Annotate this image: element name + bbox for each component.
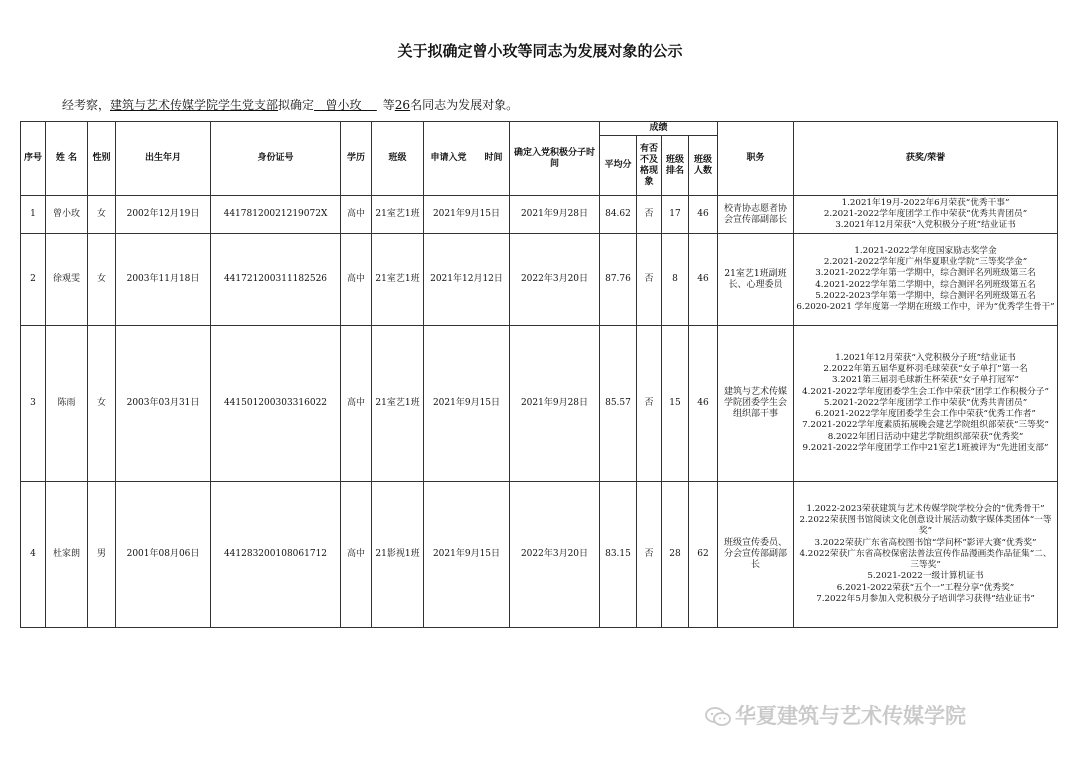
cell-avg: 83.15 (600, 482, 637, 628)
cell-position: 建筑与艺术传媒学院团委学生会组织部干事 (718, 326, 794, 482)
cell-seq: 4 (21, 482, 46, 628)
header-birth: 出生年月 (116, 122, 211, 196)
award-item: 4.2022荣获广东省高校保密法普法宣传作品漫画类作品征集“二、三等奖” (799, 548, 1052, 571)
cell-rank: 8 (662, 234, 689, 326)
cell-activist: 2022年3月20日 (510, 234, 600, 326)
cell-apply: 2021年9月15日 (424, 326, 510, 482)
cell-rank: 15 (662, 326, 689, 482)
cell-birth: 2003年11月18日 (116, 234, 211, 326)
cell-people: 46 (689, 326, 718, 482)
cell-apply: 2021年9月15日 (424, 196, 510, 234)
cell-id: 44178120021219072X (211, 196, 341, 234)
table-row (21, 482, 1058, 628)
award-item: 7.2021-2022学年度素质拓展晚会建艺学院组织部荣获“三等奖” (802, 420, 1049, 431)
cell-class: 21室艺1班 (372, 196, 424, 234)
cell-avg: 87.76 (600, 234, 637, 326)
award-item: 4.2021-2022学年度团委学生会工作中荣获“团学工作积极分子” (802, 386, 1049, 397)
header-rank: 班级排名 (662, 136, 689, 196)
intro-prefix: 经考察， (62, 98, 111, 112)
header-apply: 申请入党 时间 (424, 122, 510, 196)
cell-apply: 2021年9月15日 (424, 482, 510, 628)
cell-avg: 84.62 (600, 196, 637, 234)
award-item: 7.2022年5月参加入党积极分子培训学习获得“结业证书” (816, 593, 1035, 604)
cell-fail: 否 (637, 482, 662, 628)
award-item: 3.2021第三届羽毛球新生杯荣获“女子单打冠军” (832, 375, 1019, 386)
cell-edu: 高中 (341, 482, 372, 628)
intro-line (62, 96, 518, 113)
header-gender: 性别 (88, 122, 116, 196)
cell-name: 徐观雯 (46, 234, 88, 326)
header-avg: 平均分 (600, 136, 637, 196)
award-item: 1.2021年12月荣获“入党积极分子班”结业证书 (835, 353, 1016, 364)
watermark-text: 华夏建筑与艺术传媒学院 (735, 704, 966, 728)
header-seq: 序号 (21, 122, 46, 196)
award-item: 6.2021-2022学年度团委学生会工作中荣获“优秀工作者” (815, 409, 1036, 420)
header-people: 班级人数 (689, 136, 718, 196)
award-item: 2.2021-2022学年度广州华夏职业学院“三等奖学金” (823, 257, 1028, 268)
award-item: 2.2021-2022学年度团学工作中荣获“优秀共青团员” (823, 208, 1028, 219)
cell-name: 曾小玫 (46, 196, 88, 234)
cell-id: 441283200108061712 (211, 482, 341, 628)
cell-gender: 女 (88, 196, 116, 234)
cell-activist: 2021年9月28日 (510, 196, 600, 234)
cell-id: 441501200303316022 (211, 326, 341, 482)
cell-apply: 2021年12月12日 (424, 234, 510, 326)
award-item: 1.2021-2022学年度国家励志奖学金 (854, 245, 997, 256)
award-item: 9.2021-2022学年度团学工作中21室艺1班被评为“先进团支部” (802, 442, 1049, 453)
award-item: 5.2021-2022一级计算机证书 (867, 571, 984, 582)
intro-branch: 建筑与艺术传媒学院学生党支部 (110, 98, 279, 112)
intro-count: 26 (394, 98, 411, 112)
cell-rank: 28 (662, 482, 689, 628)
cell-edu: 高中 (341, 326, 372, 482)
award-item: 3.2021-2022学年第一学期中，综合测评名列班级第三名 (815, 268, 1036, 279)
header-name: 姓 名 (46, 122, 88, 196)
watermark (705, 700, 1055, 734)
cell-edu: 高中 (341, 234, 372, 326)
award-item: 6.2020-2021 学年度第一学期在班级工作中，评为“优秀学生骨干” (796, 301, 1055, 312)
award-item: 5.2022-2023学年第一学期中，综合测评名列班级第五名 (815, 290, 1036, 301)
cell-people: 62 (689, 482, 718, 628)
cell-name: 陈雨 (46, 326, 88, 482)
award-item: 2.2022年第五届华夏杯羽毛球荣获“女子单打”第一名 (823, 364, 1028, 375)
cell-activist: 2021年9月28日 (510, 326, 600, 482)
candidate-table (20, 121, 1058, 628)
cell-awards (794, 482, 1058, 628)
cell-seq: 2 (21, 234, 46, 326)
cell-fail: 否 (637, 326, 662, 482)
award-item: 2.2022荣获图书馆阅读文化创意设计展活动数字媒体类团体“一等奖” (799, 515, 1052, 537)
cell-people: 46 (689, 234, 718, 326)
header-fail: 有否不及格现象 (637, 136, 662, 196)
table-row (21, 234, 1058, 326)
cell-birth: 2002年12月19日 (116, 196, 211, 234)
award-item: 4.2021-2022学年第二学期中，综合测评名列班级第五名 (815, 279, 1036, 290)
intro-count-prefix: 等 (382, 98, 395, 112)
header-position: 职务 (718, 122, 794, 196)
table-row (21, 326, 1058, 482)
intro-suffix: 名同志为发展对象。 (410, 98, 519, 112)
cell-position: 班级宣传委员、分会宣传部副部长 (718, 482, 794, 628)
header-class: 班级 (372, 122, 424, 196)
table-row (21, 196, 1058, 234)
page-title: 关于拟确定曾小玫等同志为发展对象的公示 (397, 42, 683, 60)
header-scores: 成绩 (600, 122, 718, 136)
header-activist: 确定入党积极分子时间 (510, 122, 600, 196)
cell-fail: 否 (637, 196, 662, 234)
cell-awards (794, 196, 1058, 234)
cell-gender: 女 (88, 326, 116, 482)
award-item: 5.2021-2022学年度团学工作中荣获“优秀共青团员” (823, 397, 1028, 408)
cell-class: 21影视1班 (372, 482, 424, 628)
cell-edu: 高中 (341, 196, 372, 234)
award-item: 1.2021年19月-2022年6月荣获“优秀干事” (841, 197, 1010, 208)
header-id: 身份证号 (211, 122, 341, 196)
header-awards: 获奖/荣誉 (794, 122, 1058, 196)
cell-activist: 2022年3月20日 (510, 482, 600, 628)
cell-awards (794, 326, 1058, 482)
award-item: 3.2022荣获广东省高校图书馆“学问杯”影评大赛“优秀奖” (814, 537, 1037, 548)
award-item: 1.2022-2023荣获建筑与艺术传媒学院学校分会的“优秀骨干” (806, 504, 1045, 515)
cell-position: 21室艺1班副班长、心理委员 (718, 234, 794, 326)
cell-seq: 1 (21, 196, 46, 234)
intro-person (314, 98, 377, 112)
cell-birth: 2003年03月31日 (116, 326, 211, 482)
header-edu: 学历 (341, 122, 372, 196)
cell-fail: 否 (637, 234, 662, 326)
intro-person-name: 曾小玫 (325, 98, 362, 112)
intro-mid: 拟确定 (278, 98, 315, 112)
cell-gender: 男 (88, 482, 116, 628)
cell-avg: 85.57 (600, 326, 637, 482)
award-item: 6.2021-2022荣获“五个一”工程分享“优秀奖” (836, 582, 1015, 593)
cell-name: 杜家朗 (46, 482, 88, 628)
cell-birth: 2001年08月06日 (116, 482, 211, 628)
award-item: 8.2022年团日活动中建艺学院组织部荣获“优秀奖” (827, 431, 1024, 442)
cell-position: 校青协志愿者协会宣传部副部长 (718, 196, 794, 234)
cell-gender: 女 (88, 234, 116, 326)
cell-people: 46 (689, 196, 718, 234)
cell-class: 21室艺1班 (372, 326, 424, 482)
wechat-icon (705, 707, 731, 727)
cell-class: 21室艺1班 (372, 234, 424, 326)
award-item: 3.2021年12月荣获“入党积极分子班”结业证书 (835, 220, 1016, 231)
cell-awards (794, 234, 1058, 326)
cell-id: 441721200311182526 (211, 234, 341, 326)
cell-seq: 3 (21, 326, 46, 482)
cell-rank: 17 (662, 196, 689, 234)
